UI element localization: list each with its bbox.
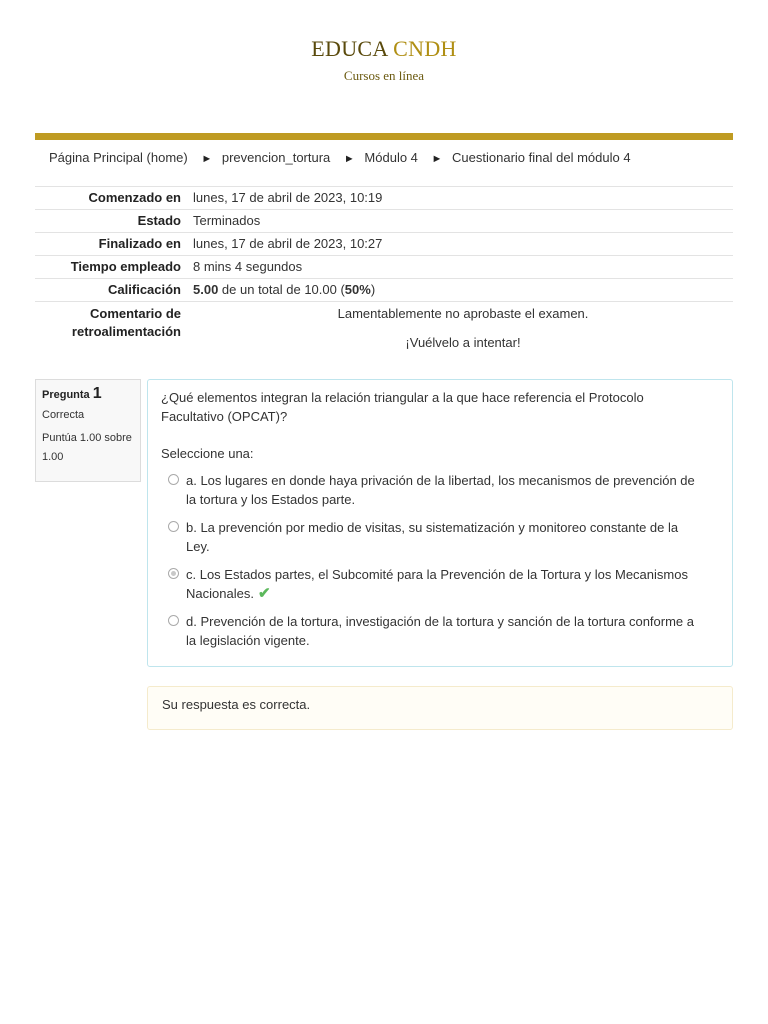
- brand-cndh: CNDH: [393, 36, 457, 61]
- answer-feedback-box: [147, 686, 733, 730]
- answer-option-b[interactable]: [168, 518, 698, 556]
- grade-score: 5.00: [193, 282, 219, 297]
- answer-option-a[interactable]: [168, 471, 698, 509]
- question-grade: Puntúa 1.00 sobre 1.00: [42, 432, 132, 463]
- question-label: Pregunta: [42, 389, 90, 401]
- answer-option-text: [186, 565, 698, 603]
- summary-value: 8 mins 4 segundos: [193, 256, 733, 279]
- summary-value: [193, 279, 733, 302]
- summary-value: lunes, 17 de abril de 2023, 10:27: [193, 233, 733, 256]
- summary-label: Tiempo empleado: [35, 256, 193, 279]
- summary-row-feedback: [35, 302, 733, 351]
- summary-label: Finalizado en: [35, 233, 193, 256]
- question-prompt: ¿Qué elementos integran la relación triangular a la que hace referencia el Protocolo Facultativo (OPCAT)?: [161, 390, 644, 424]
- summary-label: Comenzado en: [35, 187, 193, 210]
- summary-label: Estado: [35, 210, 193, 233]
- summary-row-time: [35, 256, 733, 279]
- grade-mid: de un total de 10.00 (: [218, 282, 345, 297]
- breadcrumb: [49, 150, 631, 165]
- grade-percent: 50%: [344, 282, 371, 297]
- question-state: Correcta: [42, 409, 85, 421]
- summary-value: lunes, 17 de abril de 2023, 10:19: [193, 187, 733, 210]
- breadcrumb-separator-icon: ►: [431, 153, 443, 165]
- feedback-label-line2: retroalimentación: [71, 324, 181, 339]
- summary-label: Calificación: [35, 279, 193, 302]
- summary-value: Terminados: [193, 210, 733, 233]
- summary-row-grade: [35, 279, 733, 302]
- summary-row-finished: [35, 233, 733, 256]
- question-info-box: [35, 379, 141, 482]
- answer-option-c-text: c. Los Estados partes, el Subcomité para la Prevención de la Tortura y los Mecanismos Nacionales.: [186, 567, 688, 601]
- feedback-label-line1: Comentario de: [89, 306, 181, 321]
- summary-row-state: [35, 210, 733, 233]
- breadcrumb-home[interactable]: Página Principal (home): [49, 150, 188, 165]
- answer-option-text: b. La prevención por medio de visitas, su sistematización y monitoreo constante de la Ley.: [186, 520, 679, 554]
- answer-feedback-text: Su respuesta es correcta.: [162, 697, 311, 712]
- summary-label: [35, 302, 193, 351]
- site-header: [0, 0, 768, 84]
- site-brand[interactable]: [0, 36, 768, 62]
- question-number-value: 1: [92, 385, 102, 402]
- radio-button[interactable]: [168, 615, 179, 626]
- question-number: [42, 385, 140, 403]
- attempt-summary-table: [35, 186, 733, 350]
- breadcrumb-separator-icon: ►: [201, 153, 213, 165]
- answer-option-text: a. Los lugares en donde haya privación de la libertad, los mecanismos de prevención de la tortura y los Estados parte.: [186, 473, 695, 507]
- overall-feedback-line2: ¡Vuélvelo a intentar!: [405, 335, 521, 350]
- summary-value: [193, 302, 733, 351]
- radio-button-selected[interactable]: [168, 568, 179, 579]
- breadcrumb-module[interactable]: Módulo 4: [364, 150, 418, 165]
- breadcrumb-quiz[interactable]: Cuestionario final del módulo 4: [452, 150, 631, 165]
- breadcrumb-separator-icon: ►: [343, 153, 355, 165]
- answer-option-c[interactable]: [168, 565, 698, 603]
- correct-check-icon: ✔: [257, 585, 271, 602]
- overall-feedback-line1: Lamentablemente no aprobaste el examen.: [337, 306, 589, 321]
- answer-option-d[interactable]: [168, 612, 698, 650]
- brand-educa: EDUCA: [311, 36, 388, 61]
- answer-option-text: d. Prevención de la tortura, investigación de la tortura y sanción de la tortura conforme a la legislación vigente.: [186, 614, 695, 648]
- header-divider: [35, 133, 733, 140]
- radio-button[interactable]: [168, 521, 179, 532]
- question-content: [147, 379, 733, 667]
- site-subtitle: Cursos en línea: [343, 68, 425, 83]
- summary-row-started: [35, 187, 733, 210]
- grade-end: ): [370, 282, 376, 297]
- radio-button[interactable]: [168, 474, 179, 485]
- breadcrumb-course[interactable]: prevencion_tortura: [221, 150, 331, 165]
- question-instruction: Seleccione una:: [161, 446, 254, 461]
